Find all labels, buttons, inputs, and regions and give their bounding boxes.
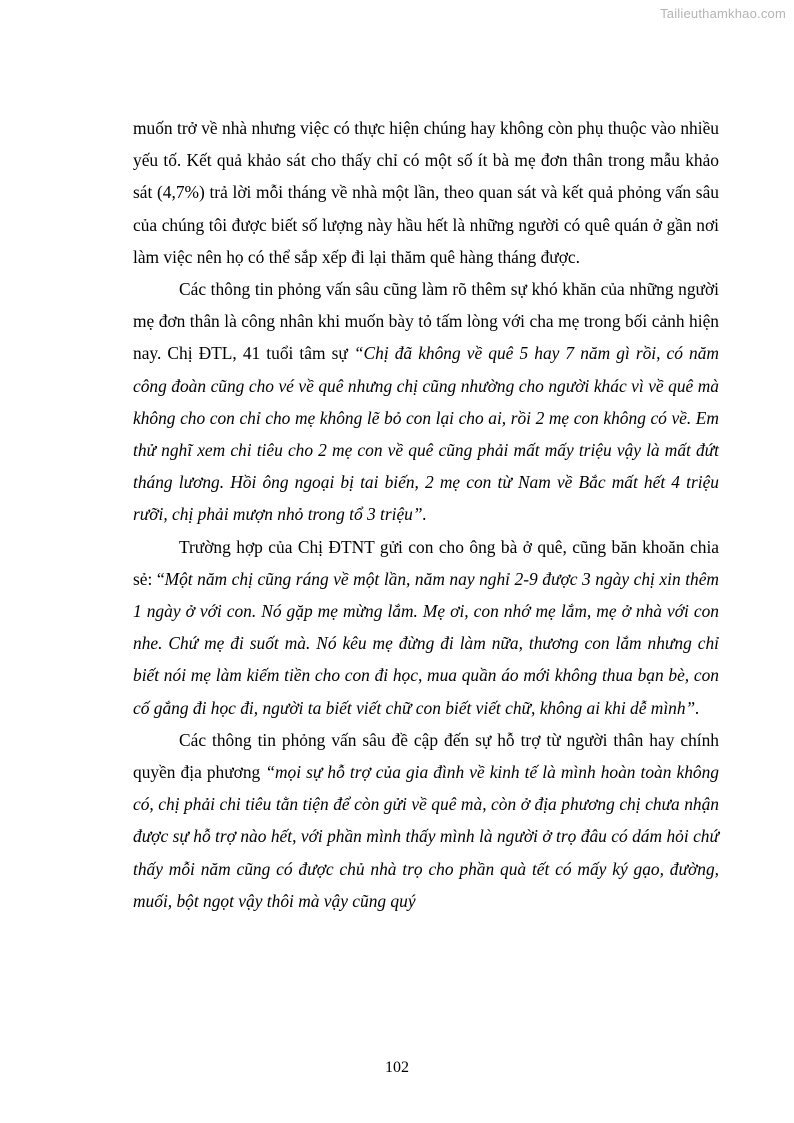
page-number: 102 [385, 1059, 409, 1076]
paragraph-2-intro: Các thông tin phỏng vấn sâu cũng làm rõ thêm sự khó khăn của những người mẹ đơn thân là công nhân khi muốn bày tỏ tấm lòng với cha mẹ trong bối cảnh hiện nay. Chị ĐTL, 41 tuổi tâm sự [133, 279, 719, 364]
document-body [133, 112, 719, 917]
paragraph-support-interview [133, 724, 719, 917]
paragraph-continuation [133, 112, 719, 273]
paragraph-2-quote: “Chị đã không về quê 5 hay 7 năm gì rồi, có năm công đoàn cũng cho vé về quê nhưng chị cũng nhường cho người khác vì về quê mà không cho con chỉ cho mẹ không lẽ bỏ con lại cho ai, rồi 2 mẹ con không có về. Em thử nghĩ xem chi tiêu cho 2 mẹ con về quê cũng phải mất mấy triệu vậy là mất đứt tháng lương. Hồi ông ngoại bị tai biến, 2 mẹ con từ Nam về Bắc mất hết 4 triệu rưỡi, chị phải mượn nhỏ trong tổ 3 triệu”. [133, 343, 719, 525]
paragraph-4-quote: “mọi sự hỗ trợ của gia đình về kinh tế là mình hoàn toàn không có, chị phải chi tiêu tằn tiện để còn gửi về quê mà, còn ở địa phương chị chưa nhận được sự hỗ trợ nào hết, với phần mình thấy mình là người ở trọ đâu có dám hỏi chứ thấy mỗi năm cũng có được chủ nhà trọ cho phần quà tết có mấy ký gạo, đường, muối, bột ngọt vậy thôi mà vậy cũng quý [133, 762, 719, 911]
paragraph-dtl-interview [133, 273, 719, 531]
paragraph-dtnt-interview [133, 531, 719, 724]
paragraph-3-intro: Trường hợp của Chị ĐTNT gửi con cho ông bà ở quê, cũng băn khoăn chia sẻ: “ [133, 536, 719, 589]
watermark-text: Tailieuthamkhao.com [660, 6, 786, 21]
paragraph-1-text: muốn trở về nhà nhưng việc có thực hiện chúng hay không còn phụ thuộc vào nhiều yếu tố. Kết quả khảo sát cho thấy chỉ có một số ít bà mẹ đơn thân trong mẫu khảo sát (4,7%) trả lời mỗi tháng về nhà một lần, theo quan sát và kết quả phỏng vấn sâu của chúng tôi được biết số lượng này hầu hết là những người có quê quán ở gần nơi làm việc nên họ có thể sắp xếp đi lại thăm quê hàng tháng được. [133, 118, 719, 267]
paragraph-4-intro: Các thông tin phỏng vấn sâu đề cập đến sự hỗ trợ từ người thân hay chính quyền địa phương [133, 729, 719, 783]
paragraph-3-quote: Một năm chị cũng ráng về một lần, năm nay nghỉ 2-9 được 3 ngày chị xin thêm 1 ngày ở với con. Nó gặp mẹ mừng lắm. Mẹ ơi, con nhớ mẹ lắm, mẹ ở nhà với con nhe. Chứ mẹ đi suốt mà. Nó kêu mẹ đừng đi làm nữa, thương con lắm nhưng chỉ biết nói mẹ làm kiếm tiền cho con đi học, mua quần áo mới không thua bạn bè, con cố gắng đi học đi, người ta biết viết chữ con biết viết chữ, không ai khi dễ mình”. [133, 568, 719, 718]
